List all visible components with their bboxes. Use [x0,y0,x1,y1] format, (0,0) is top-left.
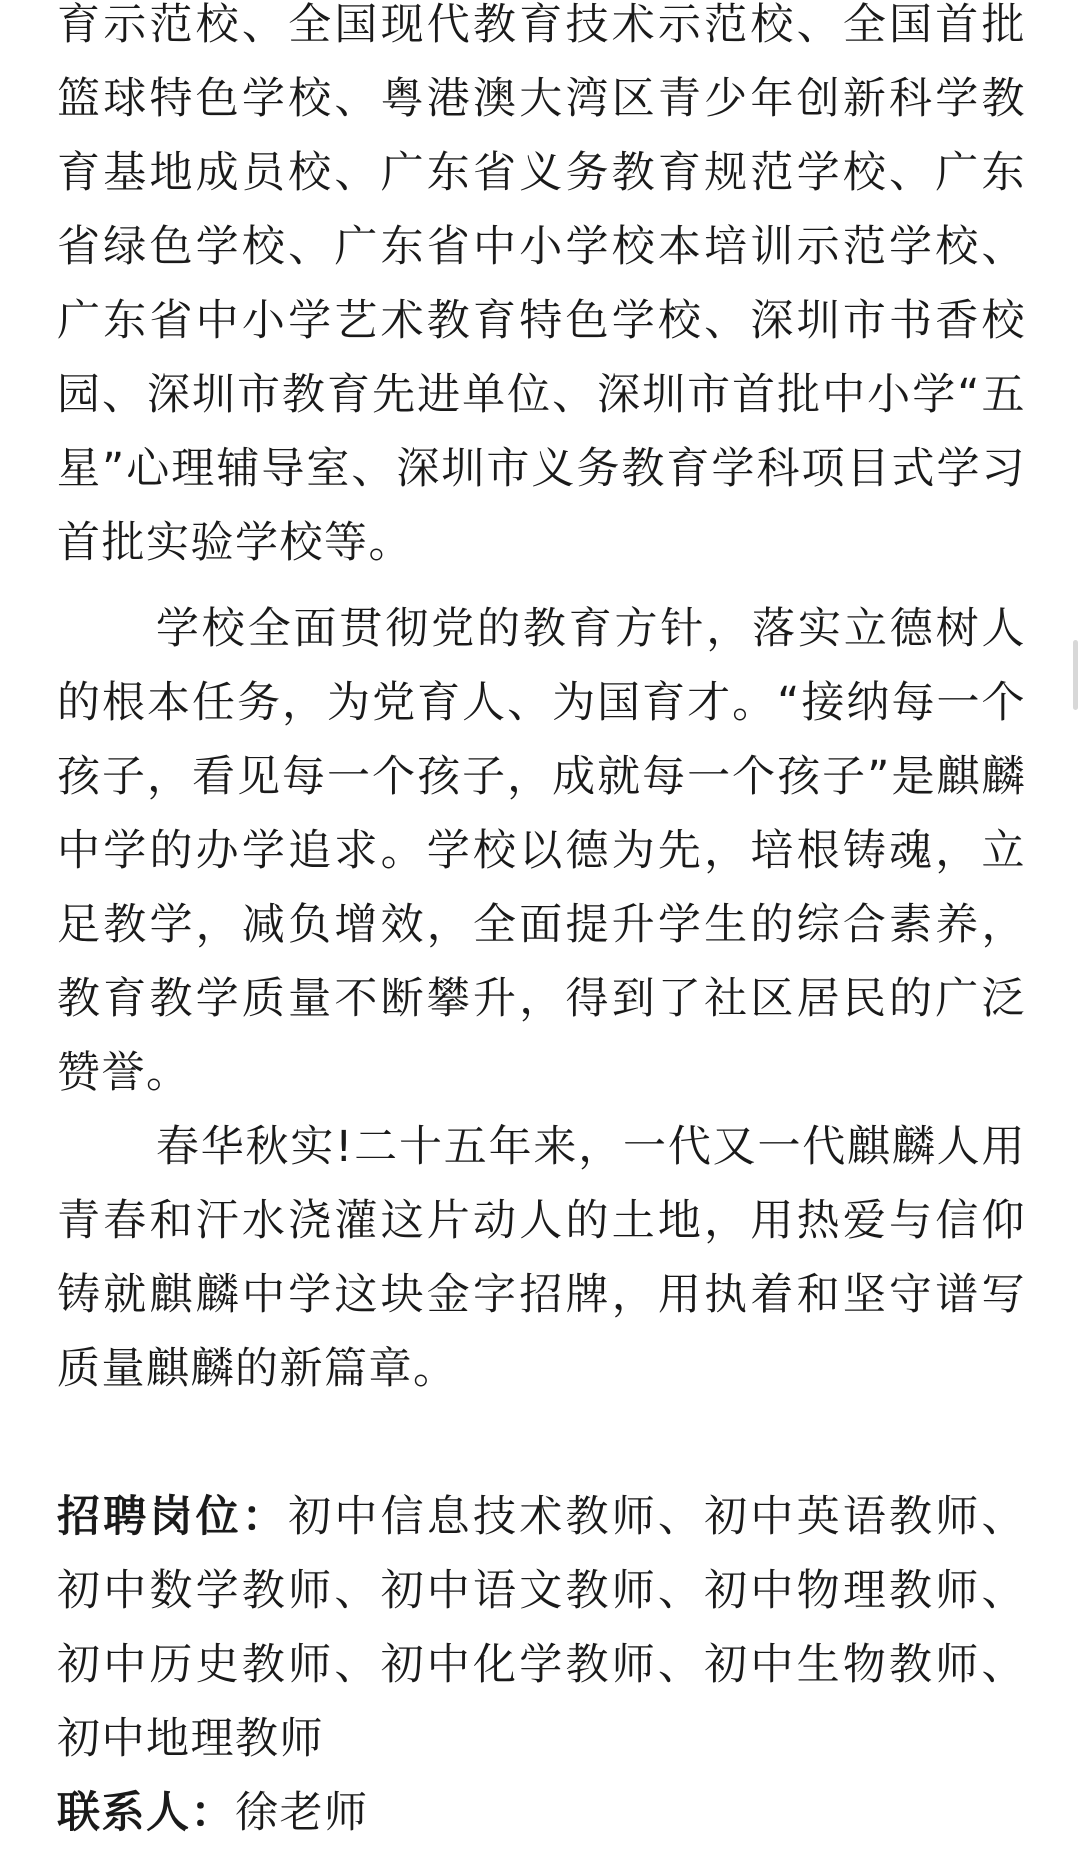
history-paragraph: 春华秋实!二十五年来，一代又一代麒麟人用青春和汗水浇灌这片动人的土地，用热爱与信仰铸就麒麟中学这块金字招牌，用执着和坚守谱写质量麒麟的新篇章。 [57,1122,1026,1394]
positions-value: 初中信息技术教师、初中英语教师、初中数学教师、初中语文教师、初中物理教师、初中历史教师、初中化学教师、初中生物教师、初中地理教师 [57,1492,1026,1764]
positions-label: 招聘岗位： [57,1492,289,1542]
contact-value: 徐老师 [235,1788,369,1838]
recruitment-contact [57,1776,1026,1850]
intro-paragraph: 育示范校、全国现代教育技术示范校、全国首批篮球特色学校、粤港澳大湾区青少年创新科学教育基地成员校、广东省义务教育规范学校、广东省绿色学校、广东省中小学校本培训示范学校、广东省中小学艺术教育特色学校、深圳市书香校园、深圳市教育先进单位、深圳市首批中小学“五星”心理辅导室、深圳市义务教育学科项目式学习首批实验学校等。 [57,0,1026,568]
scroll-indicator[interactable] [1073,640,1078,710]
philosophy-paragraph: 学校全面贯彻党的教育方针，落实立德树人的根本任务，为党育人、为国育才。“接纳每一个孩子，看见每一个孩子，成就每一个孩子”是麒麟中学的办学追求。学校以德为先，培根铸魂，立足教学，减负增效，全面提升学生的综合素养，教育教学质量不断攀升，得到了社区居民的广泛赞誉。 [57,604,1026,1098]
recruitment-positions [57,1480,1026,1776]
contact-label: 联系人： [57,1788,235,1838]
